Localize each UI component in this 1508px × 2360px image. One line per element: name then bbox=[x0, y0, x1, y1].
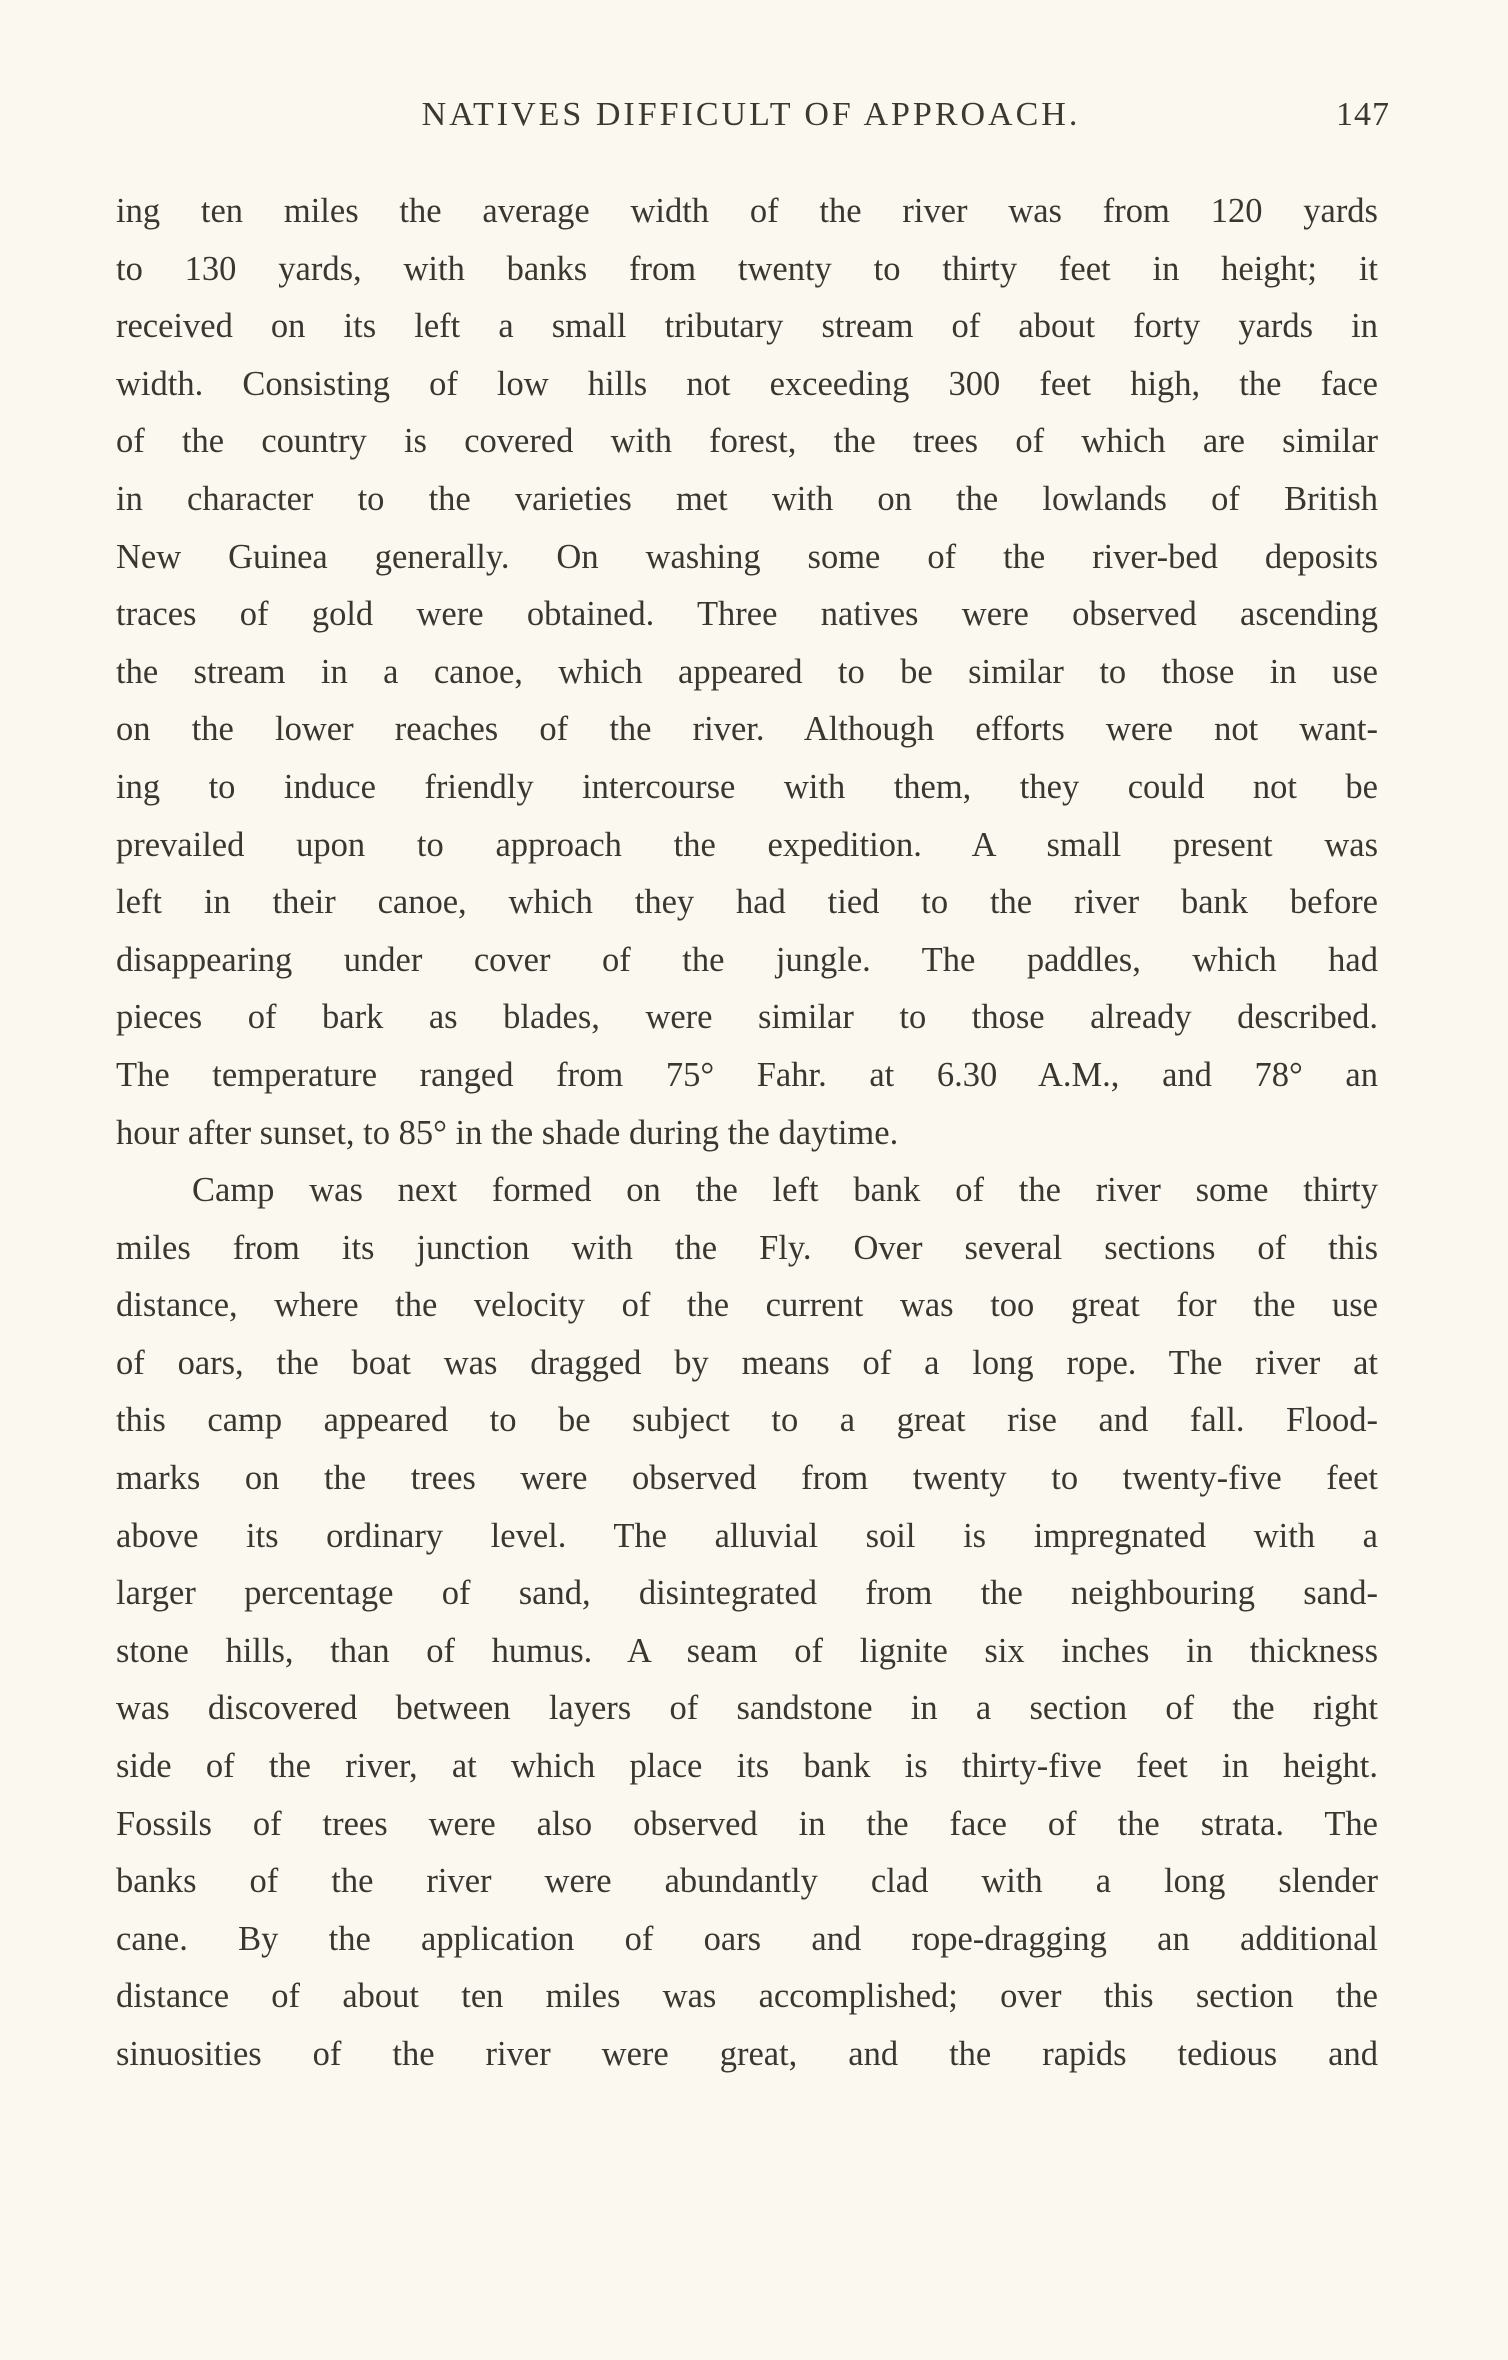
text-line: Fossils of trees were also observed in the face of the strata. The bbox=[116, 1804, 1378, 1843]
text-line: on the lower reaches of the river. Although efforts were not want- bbox=[116, 710, 1378, 749]
text-line: in character to the varieties met with on the lowlands of British bbox=[116, 479, 1378, 518]
text-line: sinuosities of the river were great, and the rapids tedious and bbox=[116, 2035, 1378, 2073]
text-line: distance, where the velocity of the current was too great for the use bbox=[116, 1286, 1378, 1325]
text-line: to 130 yards, with banks from twenty to thirty feet in height; it bbox=[116, 249, 1378, 288]
text-line: of oars, the boat was dragged by means of a long rope. The river at bbox=[116, 1343, 1378, 1382]
text-line: miles from its junction with the Fly. Over several sections of this bbox=[116, 1228, 1378, 1267]
text-line: this camp appeared to be subject to a great rise and fall. Flood- bbox=[116, 1401, 1378, 1440]
running-title: NATIVES DIFFICULT OF APPROACH. bbox=[421, 96, 1081, 133]
text-line: received on its left a small tributary stream of about forty yards in bbox=[116, 307, 1378, 346]
page-number: 147 bbox=[1336, 96, 1390, 133]
running-head bbox=[116, 96, 1390, 146]
text-line: side of the river, at which place its bank is thirty-five feet in height. bbox=[116, 1747, 1378, 1786]
text-line: traces of gold were obtained. Three natives were observed ascending bbox=[116, 595, 1378, 634]
body-text bbox=[116, 183, 1378, 2084]
paragraph-1 bbox=[116, 183, 1378, 1162]
text-line: left in their canoe, which they had tied to the river bank before bbox=[116, 883, 1378, 922]
text-line: ing to induce friendly intercourse with them, they could not be bbox=[116, 767, 1378, 806]
text-line: banks of the river were abundantly clad with a long slender bbox=[116, 1862, 1378, 1901]
text-line: larger percentage of sand, disintegrated from the neighbouring sand- bbox=[116, 1574, 1378, 1613]
text-line: width. Consisting of low hills not exceeding 300 feet high, the face bbox=[116, 364, 1378, 403]
text-line: cane. By the application of oars and rope-dragging an additional bbox=[116, 1919, 1378, 1958]
text-line: of the country is covered with forest, the trees of which are similar bbox=[116, 422, 1378, 461]
text-line: pieces of bark as blades, were similar to those already described. bbox=[116, 998, 1378, 1037]
text-line: was discovered between layers of sandstone in a section of the right bbox=[116, 1689, 1378, 1728]
text-line: the stream in a canoe, which appeared to be similar to those in use bbox=[116, 652, 1378, 691]
text-line: hour after sunset, to 85° in the shade during the daytime. bbox=[116, 1113, 899, 1152]
text-line: above its ordinary level. The alluvial soil is impregnated with a bbox=[116, 1516, 1378, 1555]
text-line: prevailed upon to approach the expedition. A small present was bbox=[116, 825, 1378, 864]
text-line: The temperature ranged from 75° Fahr. at 6.30 A.M., and 78° an bbox=[116, 1055, 1378, 1094]
text-line: marks on the trees were observed from twenty to twenty-five feet bbox=[116, 1459, 1378, 1498]
text-line: New Guinea generally. On washing some of the river-bed deposits bbox=[116, 537, 1378, 576]
text-line: stone hills, than of humus. A seam of lignite six inches in thickness bbox=[116, 1631, 1378, 1670]
paragraph-2 bbox=[116, 1162, 1378, 2084]
text-line: disappearing under cover of the jungle. The paddles, which had bbox=[116, 940, 1378, 979]
text-line: distance of about ten miles was accomplished; over this section the bbox=[116, 1977, 1378, 2016]
text-line: ing ten miles the average width of the river was from 120 yards bbox=[116, 192, 1378, 230]
text-line: Camp was next formed on the left bank of the river some thirty bbox=[192, 1171, 1378, 1210]
